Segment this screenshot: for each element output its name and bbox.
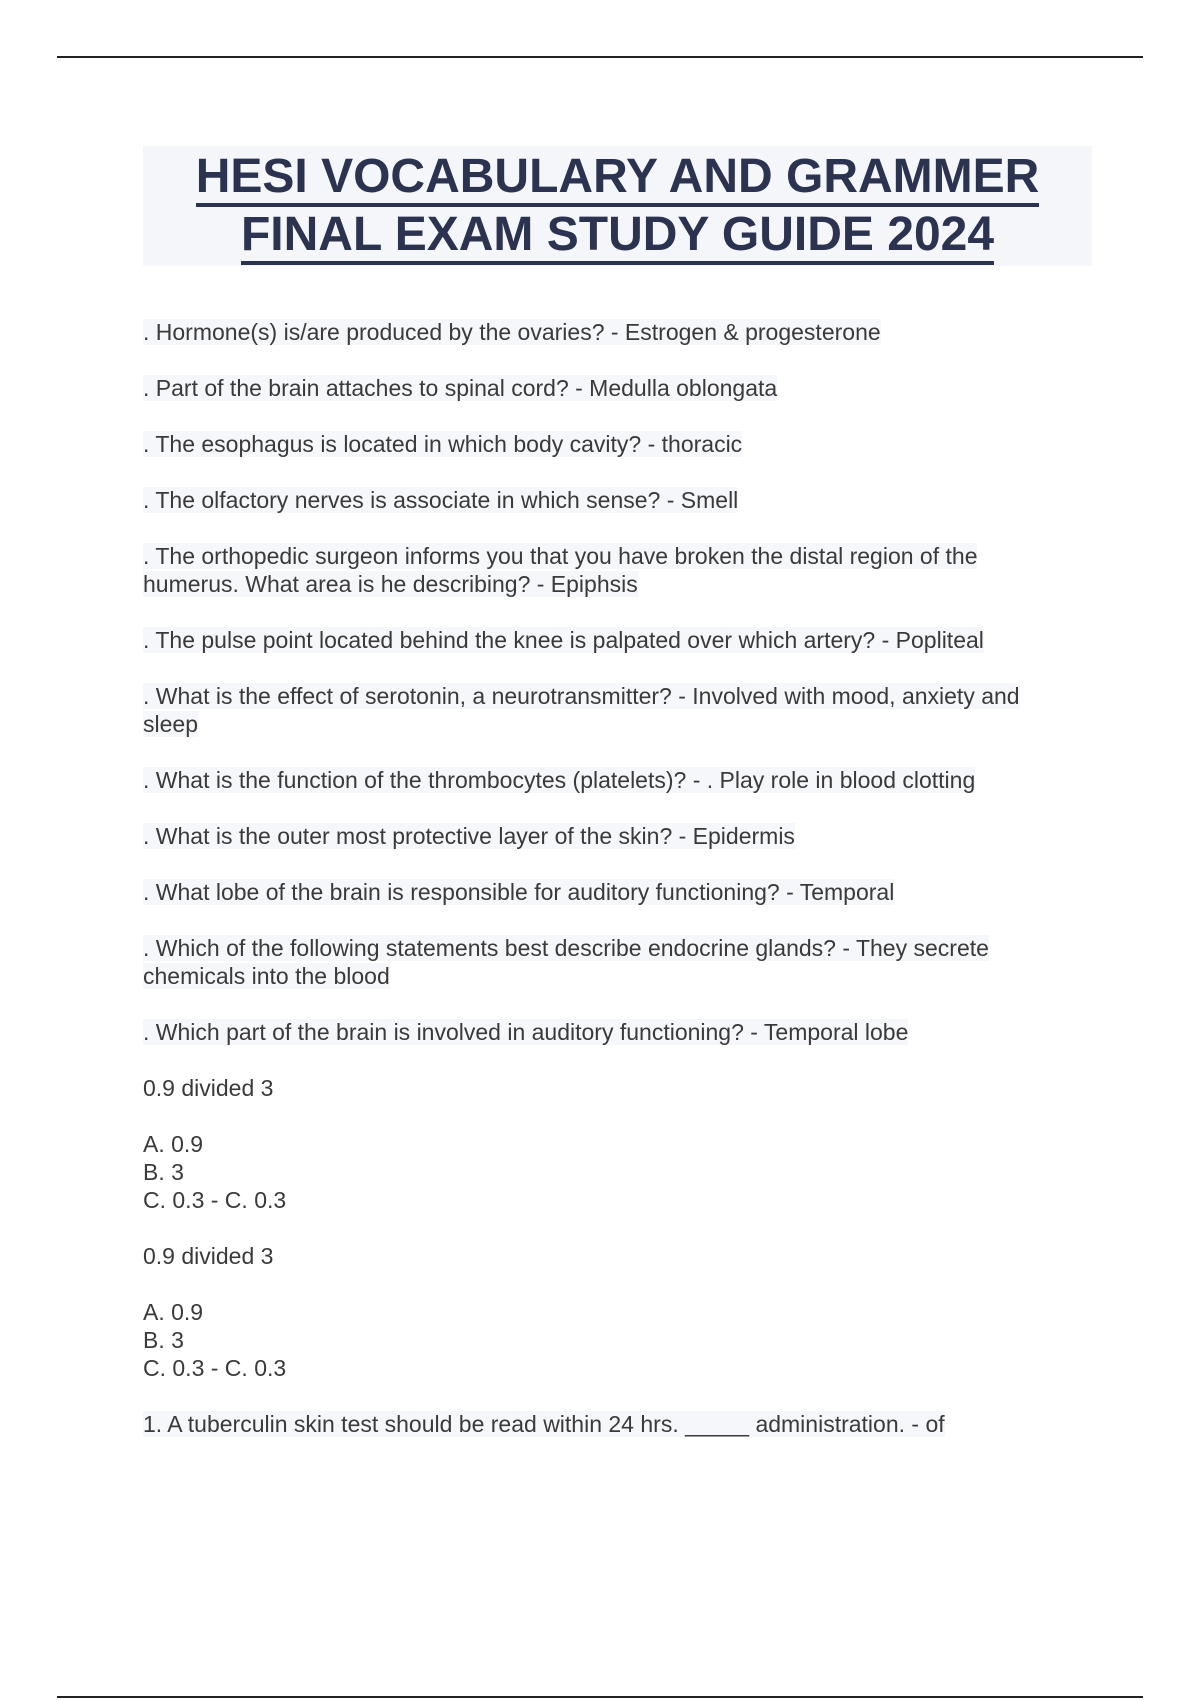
entry-text: . Which part of the brain is involved in auditory functioning? - Temporal lobe bbox=[143, 1019, 909, 1045]
entry-10 bbox=[143, 878, 1083, 906]
entry-16 bbox=[143, 1298, 1083, 1382]
top-divider bbox=[57, 56, 1143, 58]
entry-8 bbox=[143, 766, 1083, 794]
entry-13 bbox=[143, 1074, 1083, 1102]
entry-14 bbox=[143, 1130, 1083, 1214]
entry-2 bbox=[143, 374, 1083, 402]
entry-text: . What is the outer most protective layer of the skin? - Epidermis bbox=[143, 823, 795, 849]
entry-15 bbox=[143, 1242, 1083, 1270]
entry-5 bbox=[143, 542, 1083, 598]
entry-text: . What is the effect of serotonin, a neurotransmitter? - Involved with mood, anxiety and sleep bbox=[143, 683, 1020, 737]
entry-text: . What lobe of the brain is responsible for auditory functioning? - Temporal bbox=[143, 879, 895, 905]
entry-text: 1. A tuberculin skin test should be read within 24 hrs. _____ administration. - of bbox=[143, 1411, 945, 1437]
entry-text: . What is the function of the thrombocytes (platelets)? - . Play role in blood clotting bbox=[143, 767, 976, 793]
entry-12 bbox=[143, 1018, 1083, 1046]
entry-text: . The esophagus is located in which body cavity? - thoracic bbox=[143, 431, 743, 457]
entry-text: . Hormone(s) is/are produced by the ovaries? - Estrogen & progesterone bbox=[143, 319, 881, 345]
title-text-2: FINAL EXAM STUDY GUIDE 2024 bbox=[241, 208, 994, 265]
entry-text: A. 0.9 B. 3 C. 0.3 - C. 0.3 bbox=[143, 1131, 287, 1213]
study-guide-content bbox=[143, 318, 1083, 1466]
entry-text: . The olfactory nerves is associate in which sense? - Smell bbox=[143, 487, 739, 513]
entry-4 bbox=[143, 486, 1083, 514]
entry-text: 0.9 divided 3 bbox=[143, 1075, 274, 1101]
entry-1 bbox=[143, 318, 1083, 346]
entry-11 bbox=[143, 934, 1083, 990]
entry-text: 0.9 divided 3 bbox=[143, 1243, 274, 1269]
title-text-1: HESI VOCABULARY AND GRAMMER bbox=[196, 150, 1040, 207]
title-banner bbox=[143, 146, 1092, 266]
entry-9 bbox=[143, 822, 1083, 850]
entry-6 bbox=[143, 626, 1083, 654]
bottom-divider bbox=[57, 1696, 1143, 1698]
entry-7 bbox=[143, 682, 1083, 738]
title-line-2 bbox=[143, 206, 1092, 264]
entry-text: . The orthopedic surgeon informs you that you have broken the distal region of the humerus. What area is he describing? - Epiphsis bbox=[143, 543, 978, 597]
entry-text: . The pulse point located behind the knee is palpated over which artery? - Popliteal bbox=[143, 627, 984, 653]
entry-3 bbox=[143, 430, 1083, 458]
entry-text: . Which of the following statements best describe endocrine glands? - They secrete chemicals into the blood bbox=[143, 935, 989, 989]
title-line-1 bbox=[143, 148, 1092, 206]
entry-text: . Part of the brain attaches to spinal cord? - Medulla oblongata bbox=[143, 375, 778, 401]
entry-17 bbox=[143, 1410, 1083, 1438]
entry-text: A. 0.9 B. 3 C. 0.3 - C. 0.3 bbox=[143, 1299, 287, 1381]
